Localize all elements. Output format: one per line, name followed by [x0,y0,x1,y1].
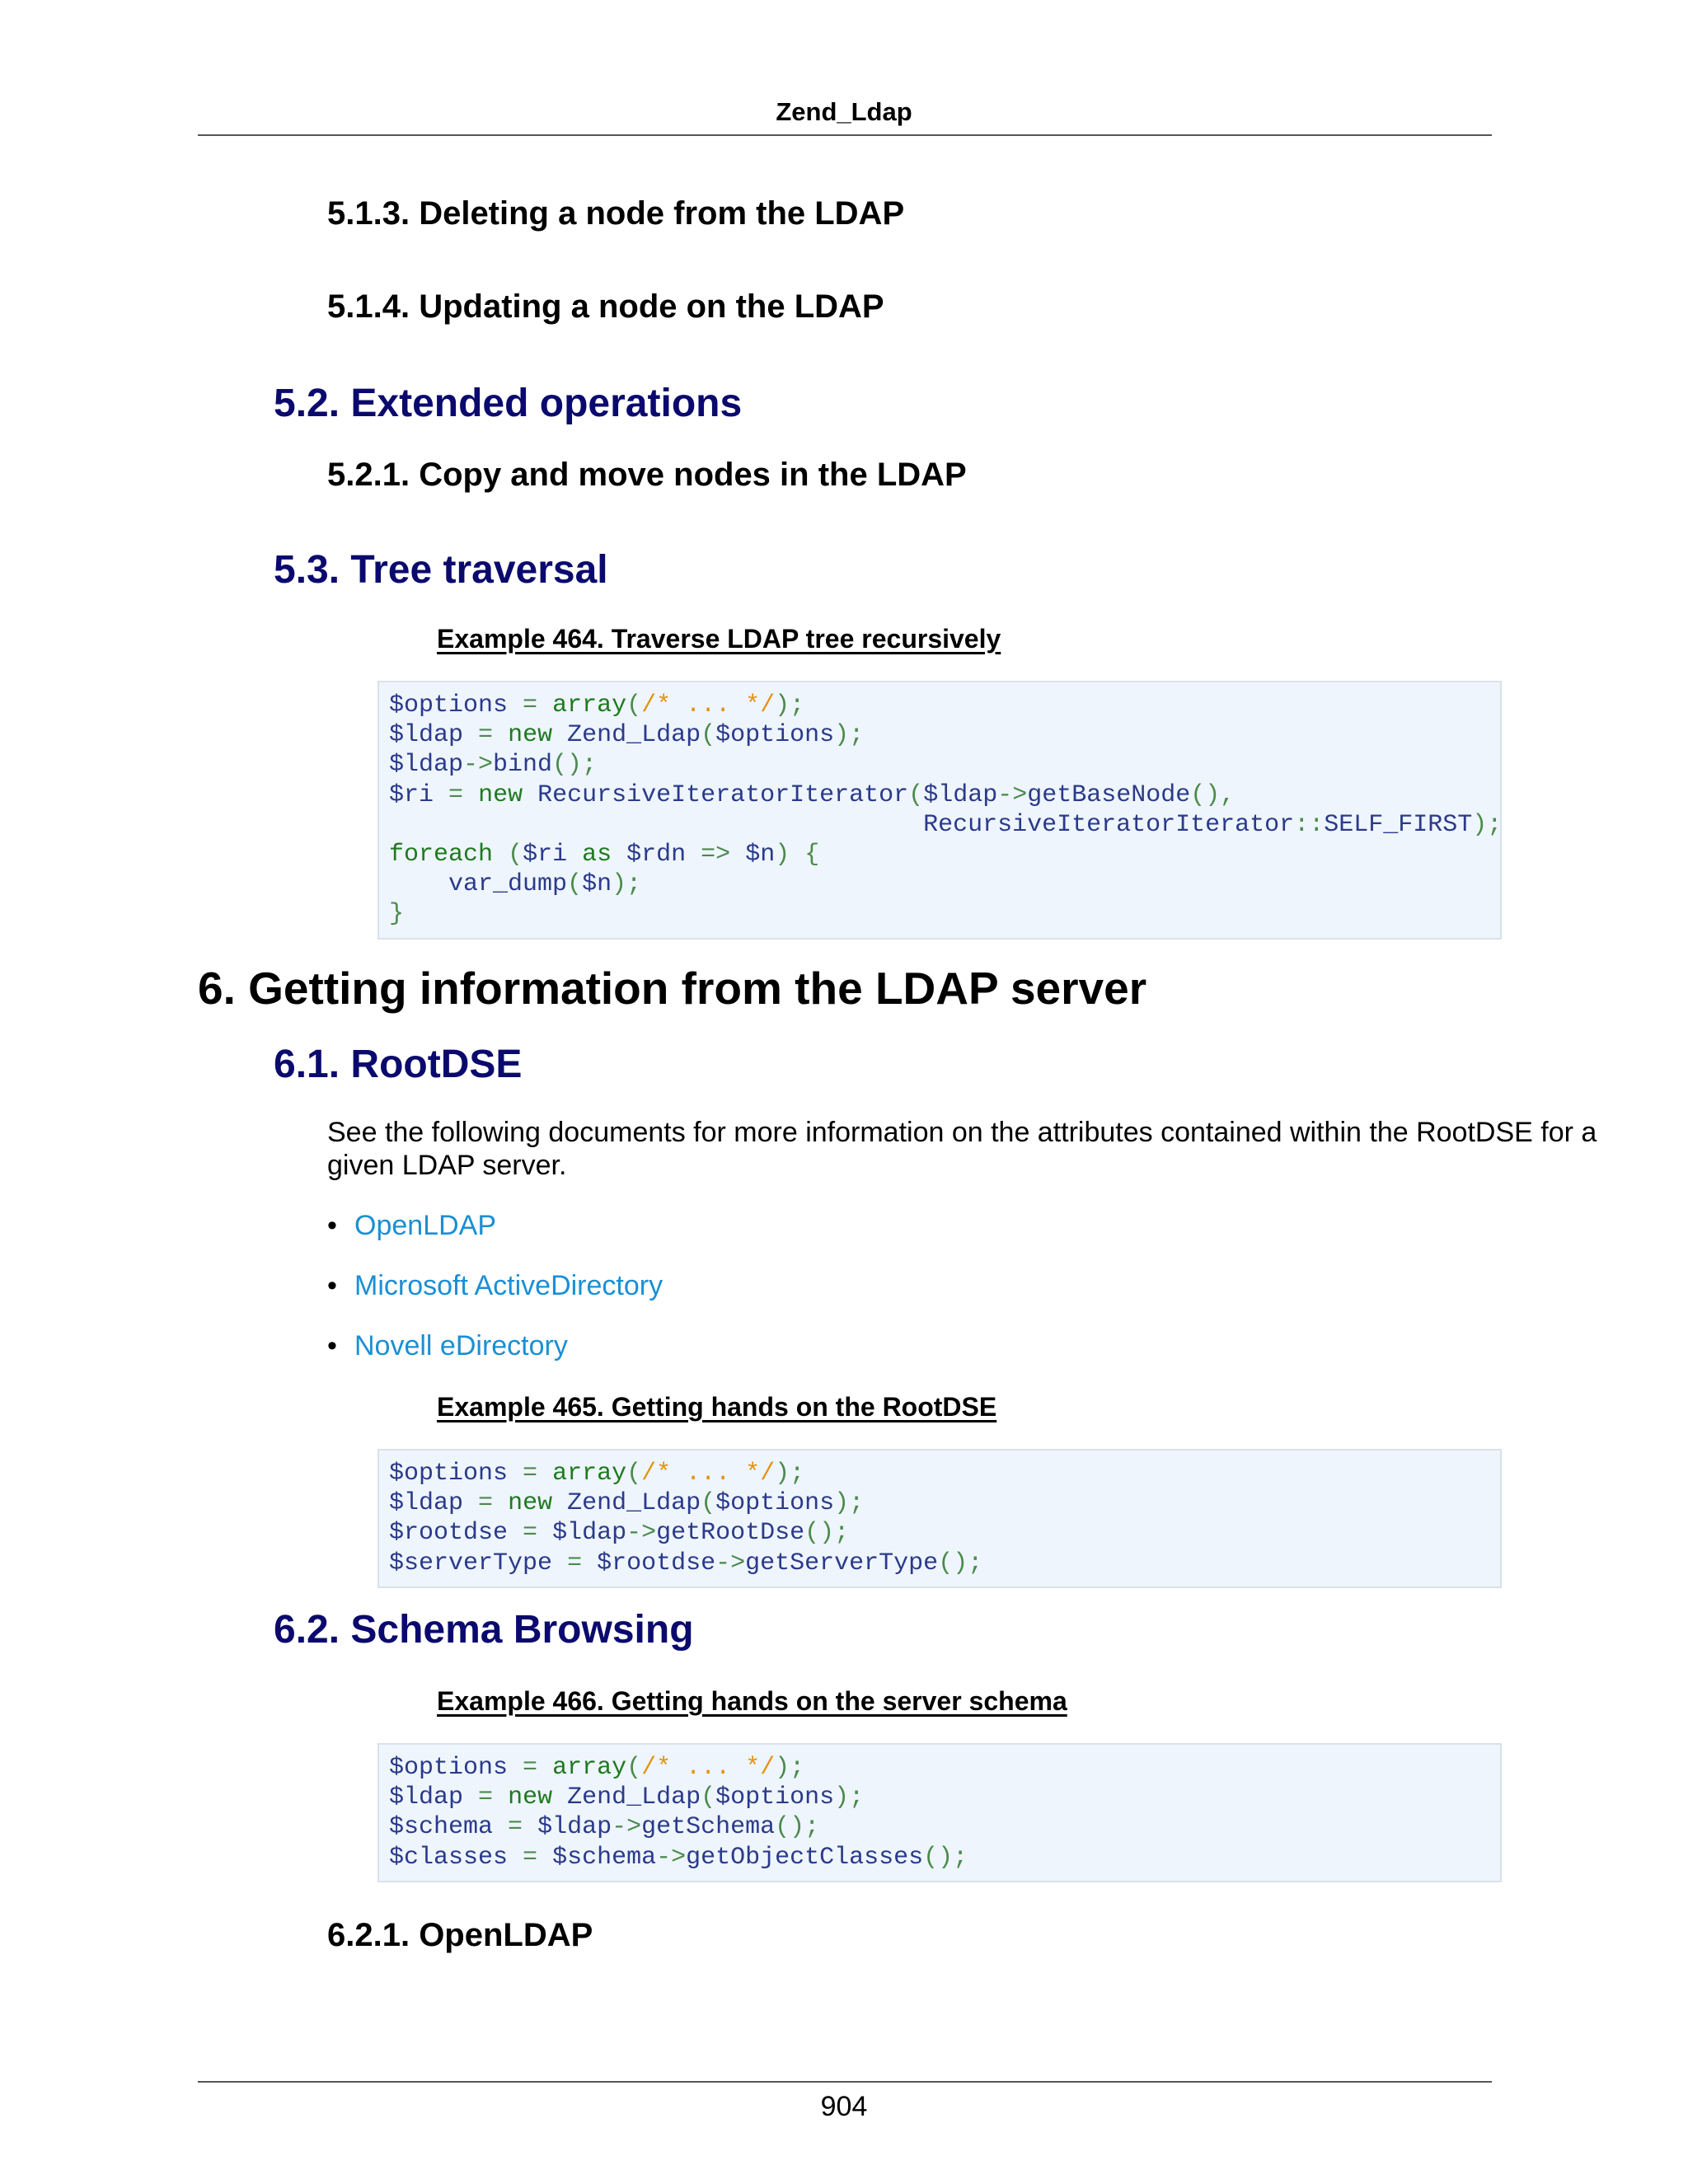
header-rule [198,134,1492,136]
code-line: $ri = new RecursiveIteratorIterator($ldap->getBaseNode(), [389,780,1236,809]
section-6-1-heading: 6.1. RootDSE [274,1043,523,1086]
section-6-2-heading: 6.2. Schema Browsing [274,1608,694,1652]
bullet: • [327,1270,337,1301]
code-line: foreach ($ri as $rdn => $n) { [389,841,820,869]
rootdse-intro-paragraph: See the following documents for more information on the attributes contained within the RootDSE for a given LDAP server. [327,1117,1597,1181]
page-number: 904 [820,2091,868,2122]
link-openldap[interactable]: OpenLDAP [354,1210,496,1241]
code-line: $rootdse = $ldap->getRootDse(); [389,1519,850,1548]
bullet: • [327,1330,337,1361]
code-line: $serverType = $rootdse->getServerType(); [389,1549,983,1577]
example-465-title: Example 465. Getting hands on the RootDSE [437,1392,997,1422]
code-line: var_dump($n); [448,870,642,899]
code-block-example-465 [377,1449,1502,1588]
section-5-1-4-heading: 5.1.4. Updating a node on the LDAP [327,288,884,325]
code-line: $schema = $ldap->getSchema(); [389,1813,820,1842]
running-header-title: Zend_Ldap [776,97,912,126]
link-microsoft-activedirectory[interactable]: Microsoft ActiveDirectory [354,1270,663,1301]
list-item [327,1329,568,1363]
section-5-1-3-heading: 5.1.3. Deleting a node from the LDAP [327,195,905,232]
code-line: $options = array(/* ... */); [389,1754,805,1782]
code-line: $ldap = new Zend_Ldap($options); [389,1783,865,1812]
code-block-example-464 [377,681,1502,940]
section-5-3-heading: 5.3. Tree traversal [274,548,608,592]
code-line: $options = array(/* ... */); [389,691,805,719]
footer-rule [198,2081,1492,2083]
section-6-2-1-heading: 6.2.1. OpenLDAP [327,1917,593,1953]
bullet: • [327,1210,337,1241]
list-item [327,1268,663,1303]
code-line: $ldap->bind(); [389,751,598,780]
section-6-heading: 6. Getting information from the LDAP server [198,963,1147,1014]
section-5-2-1-heading: 5.2.1. Copy and move nodes in the LDAP [327,457,967,493]
example-466-title: Example 466. Getting hands on the server schema [437,1686,1067,1716]
code-line: $options = array(/* ... */); [389,1460,805,1488]
link-novell-edirectory[interactable]: Novell eDirectory [354,1330,568,1361]
list-item [327,1208,496,1243]
code-line: $ldap = new Zend_Ldap($options); [389,721,865,750]
code-line: RecursiveIteratorIterator::SELF_FIRST); [923,810,1503,839]
code-line: $classes = $schema->getObjectClasses(); [389,1843,968,1872]
section-5-2-heading: 5.2. Extended operations [274,382,743,425]
code-line: } [389,900,405,929]
code-line: $ldap = new Zend_Ldap($options); [389,1489,865,1518]
example-464-title: Example 464. Traverse LDAP tree recursively [437,624,1001,654]
code-block-example-466 [377,1743,1502,1882]
